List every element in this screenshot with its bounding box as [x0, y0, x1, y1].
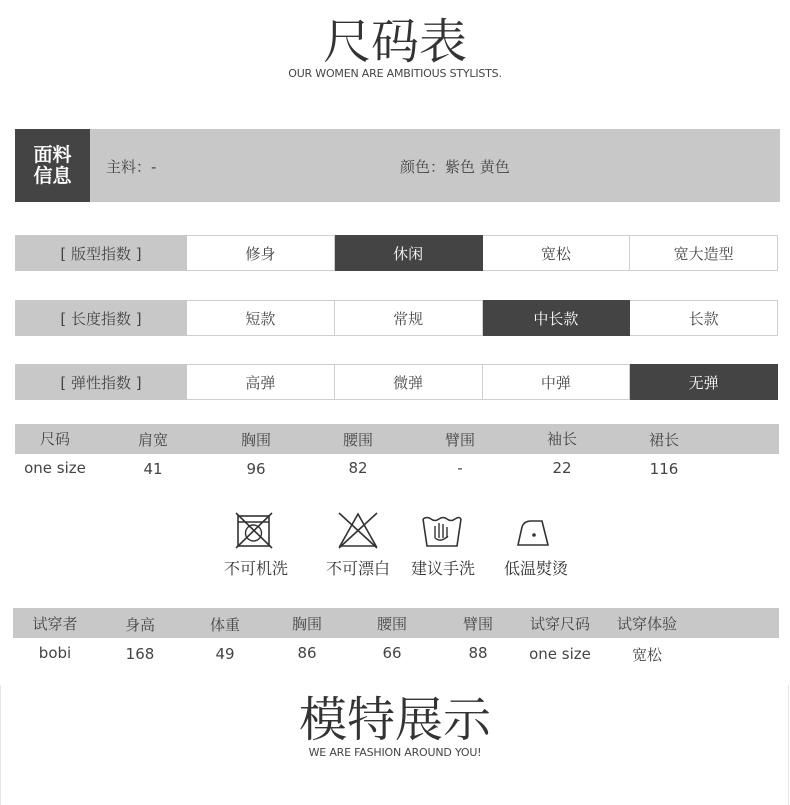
fit-col-bust: 胸围 [291, 615, 322, 633]
length-option-regular: 常规 [335, 300, 483, 336]
size-col-sleeve: 袖长 [546, 430, 577, 448]
page-subtitle: OUR WOMEN ARE AMBITIOUS STYLISTS. [288, 67, 502, 80]
no-machine-wash-icon [235, 511, 273, 549]
size-cell-shoulder: 41 [143, 460, 163, 478]
stretch-index-label: [ 弹性指数 ] [15, 364, 187, 400]
length-option-long: 长款 [630, 300, 778, 336]
no-machine-wash-label: 不可机洗 [223, 559, 288, 578]
fit-cell-height: 168 [125, 645, 155, 663]
stretch-option-high: 高弹 [187, 364, 335, 400]
size-col-shoulder: 肩宽 [137, 431, 168, 449]
size-col-skirt: 裙长 [648, 431, 679, 449]
hand-wash-label: 建议手洗 [410, 559, 475, 578]
fit-option-slim: 修身 [187, 235, 335, 271]
fit-cell-arm: 88 [468, 644, 488, 662]
fabric-material: 主料：- [106, 158, 157, 176]
fit-cell-waist: 66 [382, 644, 402, 662]
size-col-waist: 腰围 [342, 431, 373, 449]
size-cell-sleeve: 22 [552, 459, 572, 477]
size-cell-bust: 96 [246, 460, 266, 478]
fit-index-row [15, 235, 778, 271]
fit-index-label: [ 版型指数 ] [15, 235, 187, 271]
size-col-size: 尺码 [39, 430, 70, 448]
low-temp-iron-icon [515, 513, 551, 549]
stretch-option-slight: 微弹 [335, 364, 483, 400]
fit-option-casual: 休闲 [335, 235, 483, 271]
model-section-title: 模特展示 [298, 692, 491, 748]
length-index-row [15, 300, 778, 336]
fit-col-tried-size: 试穿尺码 [529, 615, 590, 633]
fit-cell-weight: 49 [215, 645, 235, 663]
fit-cell-tried-size: one size [529, 645, 591, 663]
low-temp-iron-label: 低温熨烫 [503, 559, 568, 578]
stretch-option-none: 无弹 [630, 364, 778, 400]
size-cell-size: one size [24, 459, 86, 477]
hand-wash-icon [421, 511, 463, 549]
length-option-short: 短款 [187, 300, 335, 336]
fit-option-loose: 宽松 [483, 235, 631, 271]
fit-col-weight: 体重 [209, 616, 240, 634]
no-bleach-icon [337, 511, 379, 549]
stretch-index-row [15, 364, 778, 400]
length-option-midi: 中长款 [483, 300, 631, 336]
fit-cell-bust: 86 [297, 644, 317, 662]
model-section-subtitle: WE ARE FASHION AROUND YOU! [308, 746, 482, 759]
size-col-arm: 臂围 [444, 431, 475, 449]
fit-option-oversized: 宽大造型 [630, 235, 778, 271]
page-title: 尺码表 [322, 14, 467, 70]
fabric-info-bar [15, 129, 780, 202]
fabric-tag: 面料信息 [15, 129, 90, 202]
length-index-label: [ 长度指数 ] [15, 300, 187, 336]
fit-col-height: 身高 [124, 616, 155, 634]
fit-col-arm: 臂围 [462, 615, 493, 633]
stretch-option-medium: 中弹 [483, 364, 631, 400]
size-col-bust: 胸围 [240, 431, 271, 449]
size-cell-arm: - [457, 459, 463, 477]
fit-col-tester: 试穿者 [32, 615, 78, 633]
fabric-color: 颜色：紫色 黄色 [400, 158, 510, 176]
no-bleach-label: 不可漂白 [325, 559, 390, 578]
fit-col-waist: 腰围 [376, 615, 407, 633]
fit-col-experience: 试穿体验 [616, 615, 677, 633]
size-cell-waist: 82 [348, 459, 368, 477]
fit-cell-tester: bobi [38, 644, 72, 662]
size-cell-skirt: 116 [649, 460, 679, 478]
fit-cell-experience: 宽松 [631, 646, 662, 664]
